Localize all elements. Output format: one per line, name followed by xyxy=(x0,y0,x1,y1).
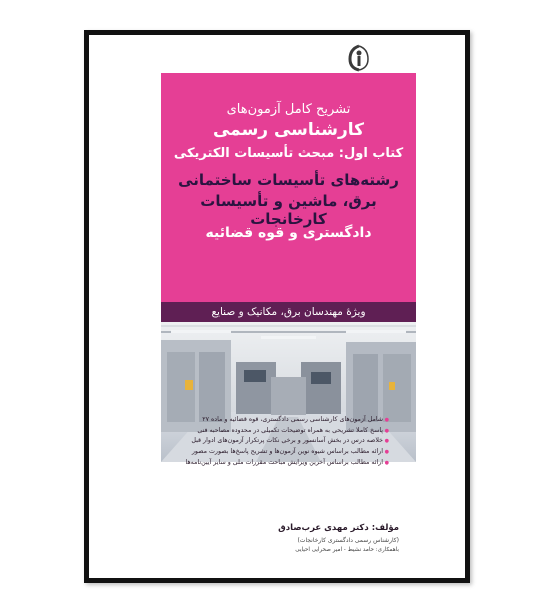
cover-line-5: برق، ماشین و تأسیسات کارخانجات xyxy=(200,192,377,228)
noavar-logo-icon xyxy=(342,43,376,73)
author-credit: باهمکاری: حامد نشیط - امیر صحرایی احیایی xyxy=(295,547,399,553)
cover-line-4: رشته‌های تأسیسات ساختمانی xyxy=(178,171,399,189)
author-title: (کارشناس رسمی دادگستری کارخانجات) xyxy=(297,537,399,544)
feature-item: ● ارائه مطالب براساس آخرین ویرایش مباحث مقررات ملی و سایر آیین‌نامه‌ها xyxy=(161,458,389,469)
cover-line-3: کتاب اول: مبحث تأسیسات الکتریکی xyxy=(173,146,404,161)
book-cover xyxy=(84,30,470,583)
subtitle-banner: ویژهٔ مهندسان برق، مکانیک و صنایع xyxy=(161,302,416,322)
feature-item: ● پاسخ کاملا تشریحی به همراه توضیحات تکمیلی در محدوده مصاحبه فنی xyxy=(161,426,389,437)
cover-line-2: کارشناسی رسمی xyxy=(212,120,365,140)
feature-item: ● شامل آزمون‌های کارشناسی رسمی دادگستری، قوه قضائیه و ماده ۲۷ xyxy=(161,415,389,426)
cover-line-1: تشریح کامل آزمون‌های xyxy=(226,102,351,117)
feature-list xyxy=(161,415,389,469)
author-name: مؤلف: دکتر مهدی عرب‌صادق xyxy=(278,523,399,533)
cover-line-6: دادگستری و قوه قضائیه xyxy=(205,225,372,241)
title-panel xyxy=(161,73,416,313)
feature-item: ● خلاصه درس در بخش آسانسور و برخی نکات پرتکرار آزمون‌های ادوار قبل xyxy=(161,436,389,447)
feature-item: ● ارائه مطالب براساس شیوه نوین آزمون‌ها و تشریح پاسخ‌ها بصورت مصور xyxy=(161,447,389,458)
